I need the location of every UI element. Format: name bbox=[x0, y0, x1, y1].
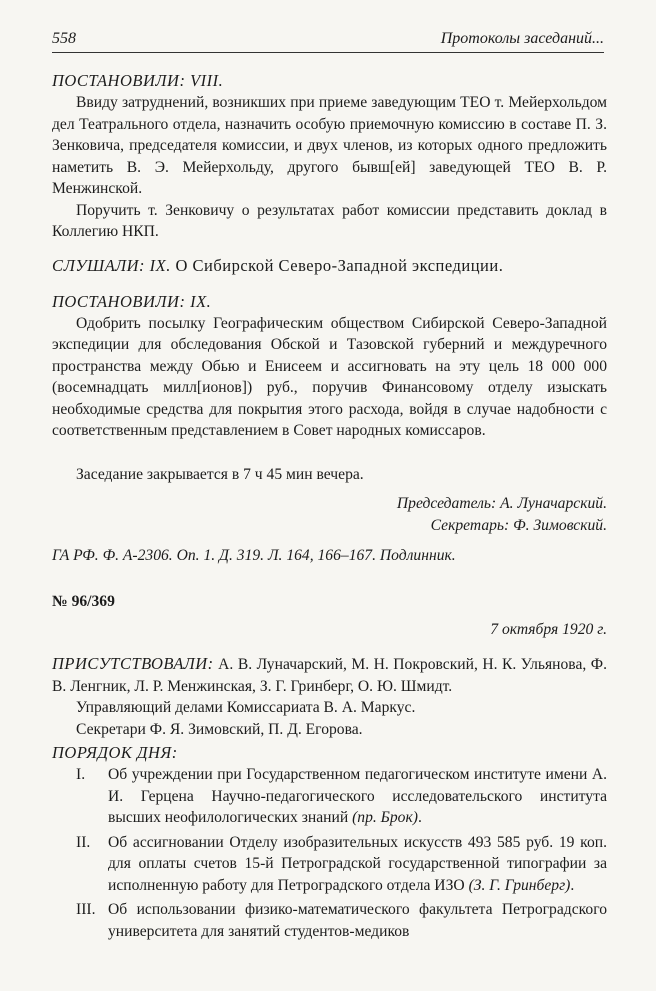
agenda-item-number: I. bbox=[76, 766, 86, 783]
present-heading: ПРИСУТСТВОВАЛИ: bbox=[52, 654, 214, 673]
page-header bbox=[52, 30, 604, 53]
heard-9-text: О Сибирской Северо-Западной экспедиции. bbox=[175, 255, 504, 275]
document-number: № 96/369 bbox=[52, 593, 115, 610]
signature-chair: Председатель: А. Луначарский. bbox=[396, 495, 607, 512]
present-manager: Управляющий делами Комиссариата В. А. Маркус. bbox=[76, 699, 416, 716]
present-members: А. В. Луначарский, М. Н. Покровский, Н. К. Ульянова, Ф. В. Ленгник, Л. Р. Менжинская, З. Г. Гринберг, О. Ю. Шмидт. bbox=[52, 656, 607, 695]
resolved-8-para-1: Ввиду затруднений, возникших при приеме заведующим ТЕО т. Мейерхольдом дел Театрального отдела, назначить особую приемочную комиссию в составе П. З. Зенковича, председателя комиссии, и двух членов, из которых одного предложить наметить В. Э. Мейерхольду, другого бывш[ей] заведующей ТЕО В. Р. Менжинской. bbox=[52, 94, 607, 197]
page-number: 558 bbox=[52, 30, 76, 47]
running-title: Протоколы заседаний... bbox=[440, 30, 604, 47]
agenda-item-text bbox=[108, 764, 607, 829]
agenda-item-body: Об ассигновании Отделу изобразительных искусств 493 585 руб. 19 коп. для оплаты счетов 15-й Петроградской государственной типографии за исполненную работу для Петроградского отдела ИЗО bbox=[108, 833, 607, 894]
document-date: 7 октября 1920 г. bbox=[490, 621, 607, 638]
resolved-9-heading: ПОСТАНОВИЛИ: IX. bbox=[52, 291, 212, 311]
agenda-item-text bbox=[108, 899, 607, 942]
agenda-item bbox=[52, 764, 607, 829]
resolved-8-heading: ПОСТАНОВИЛИ: VIII. bbox=[52, 71, 224, 90]
agenda-item-reporter: (З. Г. Гринберг) bbox=[468, 876, 571, 894]
agenda-item bbox=[52, 899, 607, 942]
agenda-item-tail: . bbox=[417, 809, 422, 826]
closing-line: Заседание закрывается в 7 ч 45 мин вечера. bbox=[76, 465, 364, 483]
signature-secretary: Секретарь: Ф. Зимовский. bbox=[430, 517, 607, 534]
agenda-heading: ПОРЯДОК ДНЯ: bbox=[52, 743, 178, 762]
archive-source: ГА РФ. Ф. А-2306. Оп. 1. Д. 319. Л. 164, 166–167. Подлинник. bbox=[52, 547, 456, 564]
heard-9 bbox=[52, 255, 607, 277]
page-content bbox=[52, 70, 607, 945]
agenda-item-number: II. bbox=[76, 833, 91, 851]
resolved-8-para-2: Поручить т. Зенковичу о результатах работ комиссии представить доклад в Коллегию НКП. bbox=[52, 201, 607, 240]
agenda-item-text bbox=[108, 832, 607, 897]
agenda-item-number: III. bbox=[76, 901, 96, 918]
heard-9-heading: СЛУШАЛИ: IX. bbox=[52, 255, 171, 275]
agenda-item-body: Об использовании физико-математического факультета Петроградского университета для занятий студентов-медиков bbox=[108, 901, 607, 940]
agenda-item-reporter: (пр. Брок) bbox=[352, 809, 418, 826]
agenda-item bbox=[52, 832, 607, 897]
resolved-9-text: Одобрить посылку Географическим обществом Сибирской Северо-Западной экспедиции для обследования Обской и Тазовской губерний и междуречного пространства между Обью и Енисеем и ассигновать на эту цель 18 000 000 (восемнадцать милл[ионов]) руб., поручив Финансовому отделу изыскать необходимые средства для покрытия этого расхода, войдя в случае надобности с соответственным представлением в Совет народных комиссаров. bbox=[52, 314, 607, 439]
present-secretaries: Секретари Ф. Я. Зимовский, П. Д. Егорова. bbox=[76, 720, 363, 738]
agenda-item-body: Об учреждении при Государственном педагогическом институте имени А. И. Герцена Научно-педагогического исследовательского института высших неофилологических знаний bbox=[108, 766, 607, 826]
present-block bbox=[52, 653, 607, 697]
agenda-item-tail: . bbox=[570, 876, 575, 894]
agenda-list bbox=[52, 764, 607, 942]
